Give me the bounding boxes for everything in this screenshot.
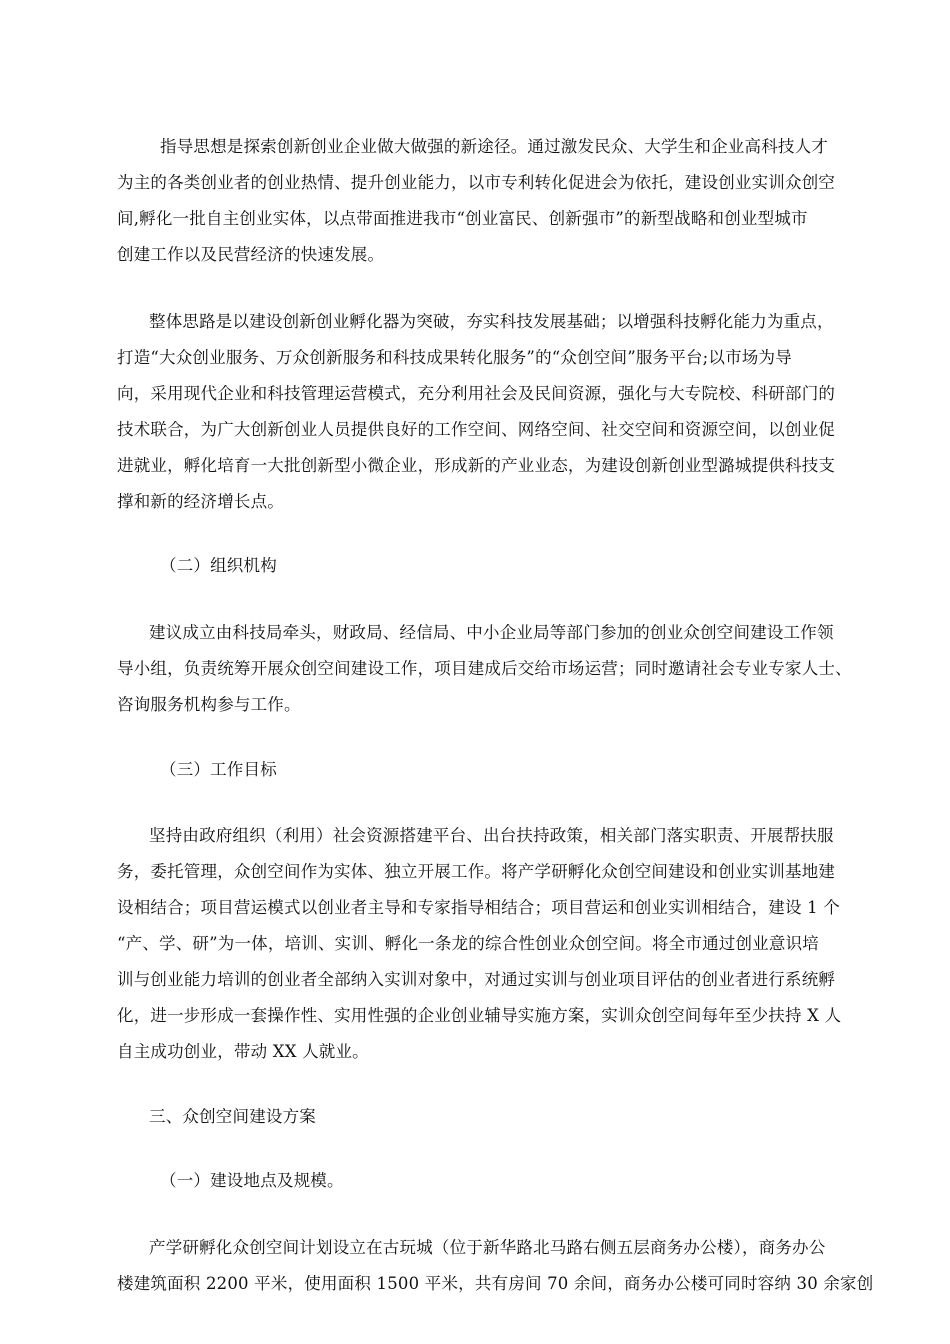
- para2-line-3: 向，采用现代企业和科技管理运营模式，充分利用社会及民间资源，强化与大专院校、科研部门的: [117, 384, 836, 403]
- para4-line-1: 坚持由政府组织（利用）社会资源搭建平台、出台扶持政策，相关部门落实职责、开展帮扶服: [149, 826, 834, 845]
- para1-line-2: 为主的各类创业者的创业热情、提升创业能力，以市专利转化促进会为依托，建设创业实训众创空: [117, 173, 836, 192]
- section-heading-organization: （二）组织机构: [160, 556, 277, 575]
- para2-line-2: 打造“大众创业服务、万众创新服务和科技成果转化服务”的“众创空间”服务平台;以市场为导: [117, 348, 792, 367]
- para1-line-1: 指导思想是探索创新创业企业做大做强的新途径。通过激发民众、大学生和企业高科技人才: [160, 137, 828, 156]
- para1-line-4: 创建工作以及民营经济的快速发展。: [117, 245, 385, 264]
- para1-line-3: 间,孵化一批自主创业实体，以点带面推进我市“创业富民、创新强市”的新型战略和创业型城市: [117, 209, 808, 228]
- para5-line-2: 楼建筑面积 2200 平米，使用面积 1500 平米，共有房间 70 余间，商务办公楼可同时容纳 30 余家创: [117, 1274, 874, 1293]
- para4-line-6: 化，进一步形成一套操作性、实用性强的企业创业辅导实施方案，实训众创空间每年至少扶持 X 人: [117, 1006, 842, 1025]
- section-heading-location: （一）建设地点及规模。: [160, 1171, 344, 1190]
- para2-line-1: 整体思路是以建设创新创业孵化器为突破，夯实科技发展基础；以增强科技孵化能力为重点，: [149, 312, 834, 331]
- para3-line-1: 建议成立由科技局牵头，财政局、经信局、中小企业局等部门参加的创业众创空间建设工作领: [149, 623, 834, 642]
- para4-line-7: 自主成功创业，带动 XX 人就业。: [117, 1042, 369, 1061]
- para5-line-1: 产学研孵化众创空间计划设立在古玩城（位于新华路北马路右侧五层商务办公楼），商务办公: [149, 1238, 826, 1257]
- para4-line-4: “产、学、研”为一体，培训、实训、孵化一条龙的综合性创业众创空间。将全市通过创业意识培: [117, 934, 819, 953]
- para2-line-5: 进就业，孵化培育一大批创新型小微企业，形成新的产业业态，为建设创新创业型潞城提供科技支: [117, 456, 836, 475]
- para3-line-3: 咨询服务机构参与工作。: [117, 695, 301, 714]
- para2-line-6: 撑和新的经济增长点。: [117, 492, 284, 511]
- para4-line-3: 设相结合；项目营运模式以创业者主导和专家指导相结合；项目营运和创业实训相结合，建设 1 个: [117, 898, 840, 917]
- para4-line-5: 训与创业能力培训的创业者全部纳入实训对象中，对通过实训与创业项目评估的创业者进行系统孵: [117, 970, 836, 989]
- para2-line-4: 技术联合，为广大创新创业人员提供良好的工作空间、网络空间、社交空间和资源空间，以创业促: [117, 420, 836, 439]
- section-heading-goals: （三）工作目标: [160, 760, 277, 779]
- para3-line-2: 导小组，负责统筹开展众创空间建设工作，项目建成后交给市场运营；同时邀请社会专业专家人士、: [117, 659, 852, 678]
- para4-line-2: 务，委托管理，众创空间作为实体、独立开展工作。将产学研孵化众创空间建设和创业实训基地建: [117, 862, 836, 881]
- section-heading-plan: 三、众创空间建设方案: [149, 1107, 316, 1126]
